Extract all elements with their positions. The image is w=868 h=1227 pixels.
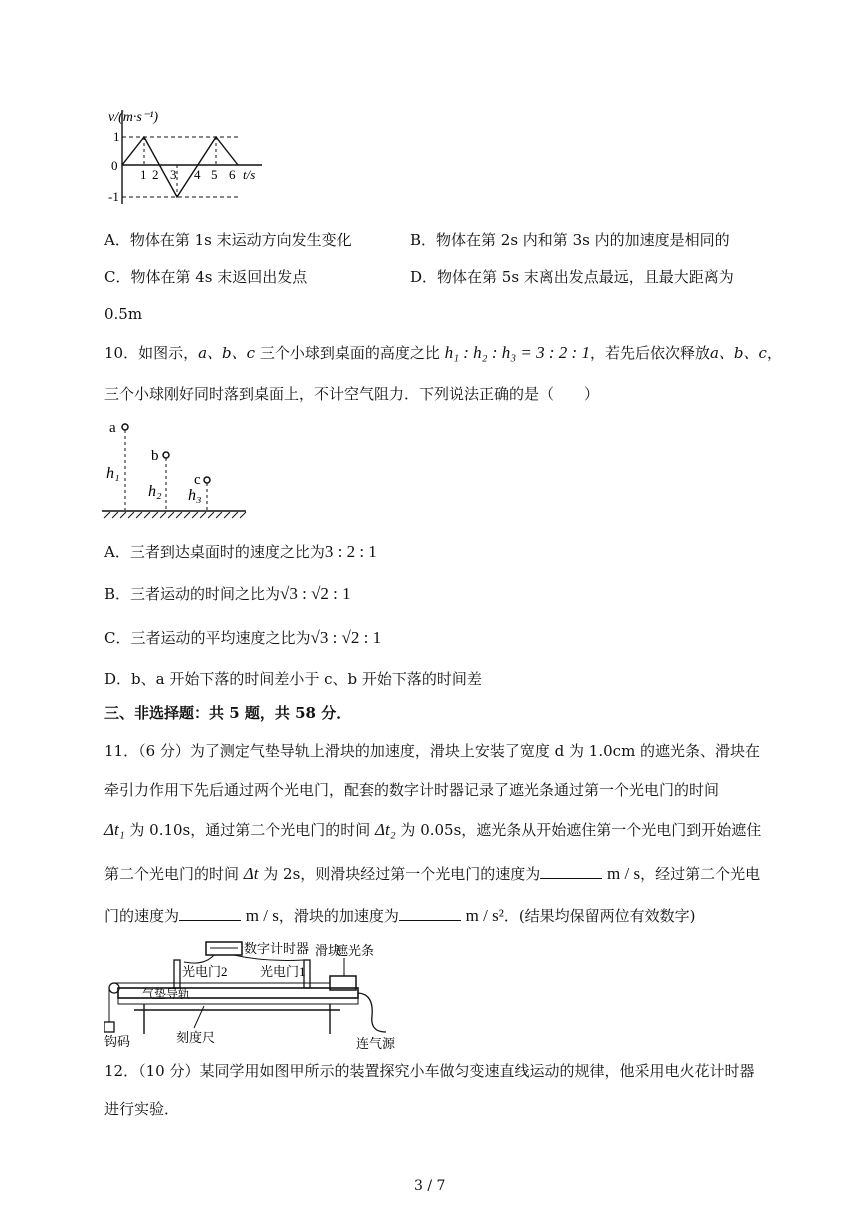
q10-option-c-math: √3 : √2 : 1	[310, 628, 382, 647]
q9-option-a: A．物体在第 1s 末运动方向发生变化	[104, 231, 352, 249]
falling-balls-figure	[100, 415, 250, 521]
q11-line5	[104, 908, 696, 924]
h1-label: h₁	[106, 465, 120, 482]
q10-text-3: ，	[766, 344, 782, 362]
q11-unit-a: m / s²	[465, 906, 504, 925]
air-hose	[358, 993, 386, 1032]
q10-option-d: D．b、a 开始下落的时间差小于 c、b 开始下落的时间差	[104, 670, 482, 688]
xtick-5: 5	[211, 167, 218, 182]
h3-label: h₃	[188, 487, 202, 504]
q10-vars-2: a、b、c	[709, 344, 767, 362]
q10-option-a	[104, 541, 377, 562]
q11-line4-text3: ，经过第二个光电	[640, 865, 761, 883]
ytick-0: 0	[111, 158, 118, 173]
q10-option-c-text: C．三者运动的平均速度之比为	[104, 629, 311, 647]
page-number: 3 / 7	[414, 1178, 446, 1194]
q10-option-a-text: A．三者到达桌面时的速度之比为	[104, 543, 325, 561]
ytick-neg1: -1	[108, 189, 119, 204]
velocity-time-graph	[100, 104, 270, 210]
q12-line2: 进行实验．	[104, 1100, 180, 1118]
slider-label: 滑块	[315, 943, 342, 958]
q10-option-b-math: √3 : √2 : 1	[280, 584, 351, 603]
section-heading: 三、非选择题：共 5 题，共 58 分．	[104, 704, 352, 722]
q10-option-b	[104, 583, 351, 604]
gate1-label: 光电门1	[260, 964, 306, 979]
q11-unit-v1: m / s	[607, 864, 641, 883]
rail-label: 气垫导轨	[142, 987, 191, 1001]
photogate-2	[174, 960, 180, 988]
xtick-4: 4	[194, 167, 201, 182]
q10-vars: a、b、c	[198, 344, 256, 362]
xtick-1: 1	[140, 167, 147, 182]
q10-height-ratio: h₁ : h₂ : h₃ = 3 : 2 : 1	[444, 343, 590, 362]
q12-line1: 12．（10 分）某同学用如图甲所示的装置探究小车做匀变速直线运动的规律，他采用电火花计时器	[104, 1062, 755, 1080]
q11-line4	[104, 866, 760, 882]
ball-b	[163, 452, 169, 458]
q9-option-d: D．物体在第 5s 末离出发点最远，且最大距离为	[410, 268, 734, 286]
ball-c-label: c	[194, 472, 201, 488]
q11-line5-text3: ．(结果均保留两位有效数字)	[503, 907, 696, 925]
ball-a	[122, 424, 128, 430]
answer-blank-a[interactable]	[399, 908, 461, 921]
q10-option-a-math: 3 : 2 : 1	[324, 542, 377, 561]
hook-weight	[104, 1022, 114, 1032]
q10-text-2: ，若先后依次释放	[589, 344, 710, 362]
q9-option-d-cont: 0.5m	[104, 305, 143, 323]
q11-line4-text2: 为 2s，则滑块经过第一个光电门的速度为	[258, 865, 541, 883]
ruler-label: 刻度尺	[176, 1030, 216, 1045]
answer-blank-v1[interactable]	[540, 866, 602, 879]
q11-line1: 11．（6 分）为了测定气垫导轨上滑块的加速度，滑块上安装了宽度 d 为 1.0cm 的遮光条、滑块在	[104, 742, 761, 760]
ytick-1: 1	[113, 129, 120, 144]
q11-dt1: Δt₁	[104, 820, 125, 839]
q10-text-1: 三个小球到桌面的高度之比	[255, 344, 440, 362]
h2-label: h₂	[148, 483, 162, 500]
q10-option-c	[104, 627, 381, 648]
q11-line3	[104, 822, 761, 838]
strip-label: 遮光条	[335, 943, 375, 958]
hook-label: 钩码	[104, 1034, 131, 1049]
answer-blank-v2[interactable]	[179, 908, 241, 921]
q9-option-b: B．物体在第 2s 内和第 3s 内的加速度是相同的	[410, 231, 730, 249]
graph-xlabel: t/s	[243, 167, 256, 182]
gate2-label: 光电门2	[182, 964, 228, 979]
q11-line3-text2: 为 0.05s，遮光条从开始遮住第一个光电门到开始遮住	[395, 821, 762, 839]
q11-dt: Δt	[243, 864, 259, 883]
q11-line5-text1: 门的速度为	[104, 907, 180, 925]
q10-stem-line2: 三个小球刚好同时落到桌面上，不计空气阻力．下列说法正确的是（ ）	[104, 385, 600, 403]
ball-b-label: b	[151, 448, 159, 464]
q11-line5-text2: ，滑块的加速度为	[278, 907, 399, 925]
graph-ylabel: v/(m·s⁻¹)	[108, 110, 159, 125]
q10-stem-line1	[104, 345, 782, 361]
xtick-3: 3	[170, 167, 177, 182]
q11-line3-text1: 为 0.10s，通过第二个光电门的时间	[124, 821, 376, 839]
timer-label: 数字计时器	[244, 941, 310, 956]
q11-line4-text1: 第二个光电门的时间	[104, 865, 244, 883]
xtick-6: 6	[229, 167, 236, 182]
q11-dt2: Δt₂	[375, 820, 396, 839]
ball-a-label: a	[109, 420, 116, 436]
q11-line2: 牵引力作用下先后通过两个光电门，配套的数字计时器记录了遮光条通过第一个光电门的时间	[104, 781, 720, 799]
xtick-2: 2	[152, 167, 159, 182]
ground-hatching	[104, 512, 246, 518]
q11-unit-v2: m / s	[245, 906, 279, 925]
q10-option-b-text: B．三者运动的时间之比为	[104, 585, 281, 603]
air-track-figure	[104, 936, 404, 1074]
q9-option-c: C．物体在第 4s 末返回出发点	[104, 268, 308, 286]
air-source-label: 连气源	[356, 1036, 396, 1051]
q10-num: 10．如图示，	[104, 344, 199, 362]
ball-c	[204, 477, 210, 483]
